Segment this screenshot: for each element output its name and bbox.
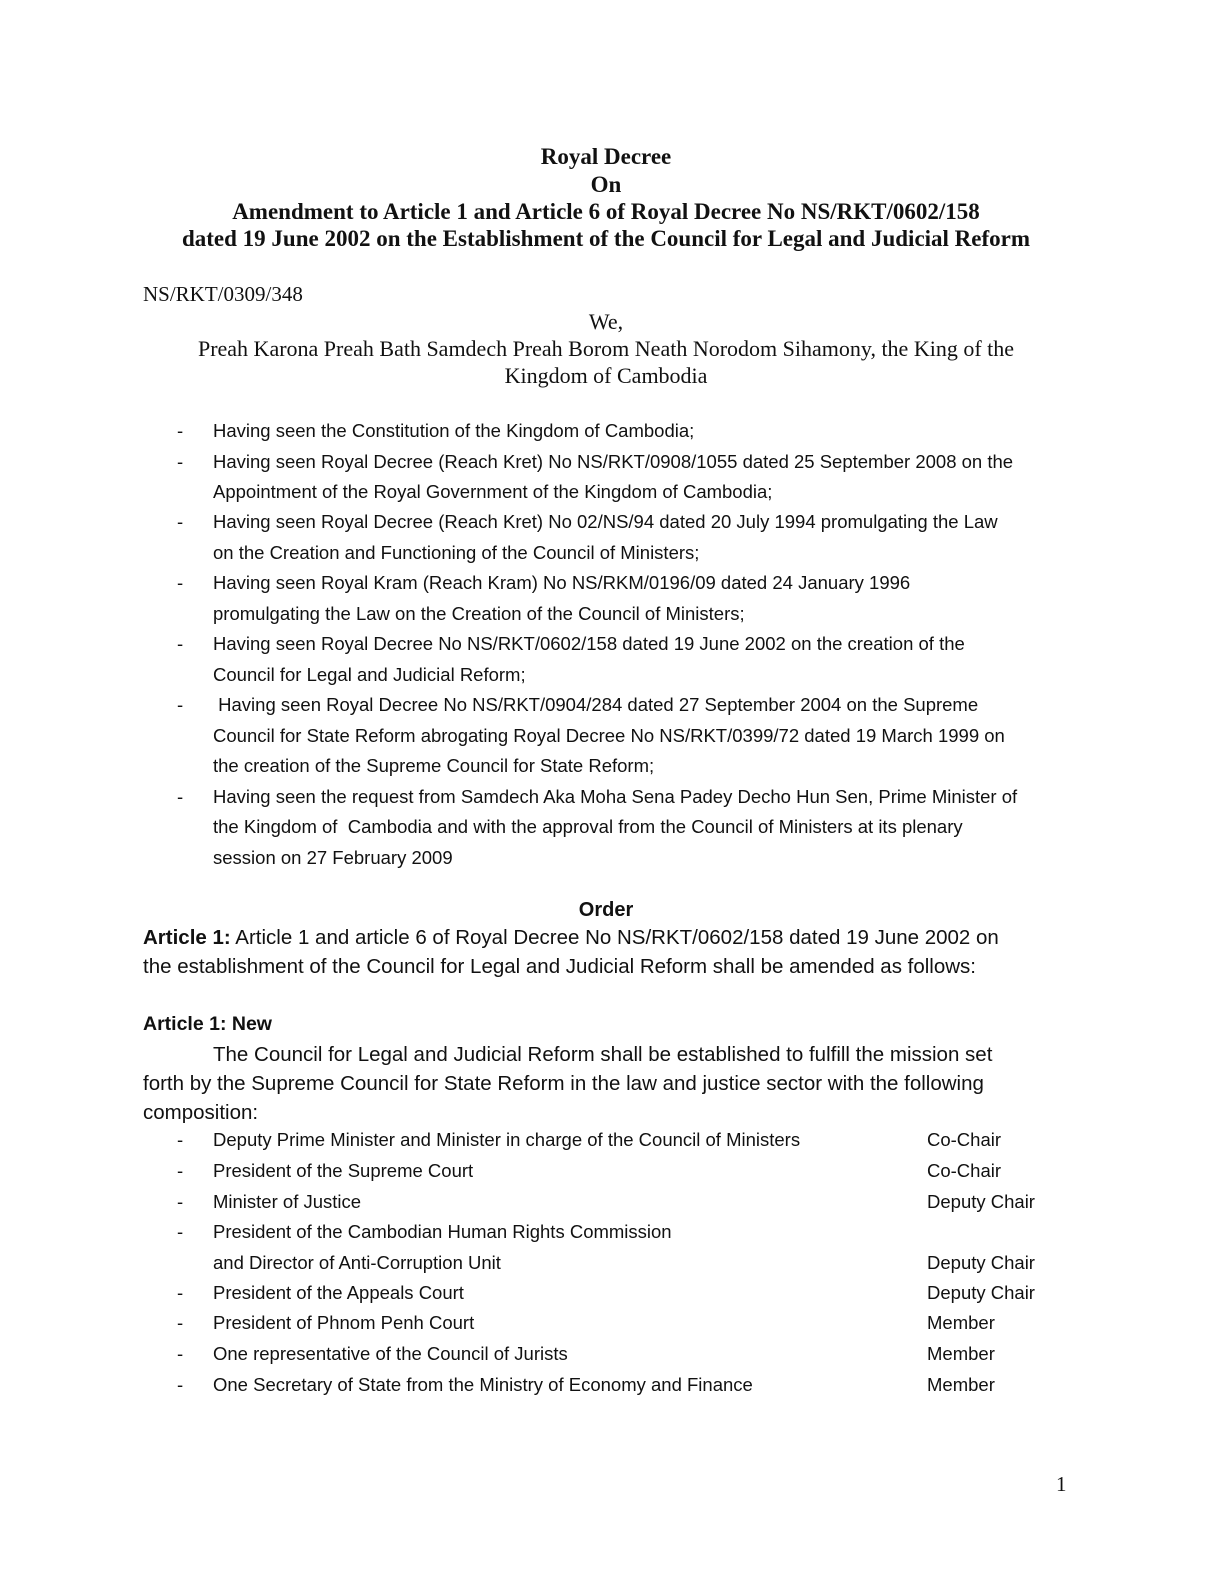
- bullet-marker: -: [177, 511, 184, 532]
- composition-member: President of the Appeals Court: [213, 1282, 464, 1303]
- bullet-marker: -: [177, 1129, 184, 1150]
- bullet-marker: -: [177, 1374, 184, 1395]
- composition-role: Co-Chair: [927, 1160, 1002, 1181]
- composition-member: and Director of Anti-Corruption Unit: [213, 1252, 501, 1273]
- composition-role: Deputy Chair: [927, 1191, 1035, 1212]
- bullet-marker: -: [177, 633, 184, 654]
- having-seen-line: on the Creation and Functioning of the Council of Ministers;: [213, 542, 700, 563]
- king-line-2: Kingdom of Cambodia: [504, 363, 708, 388]
- bullet-marker: -: [177, 1282, 184, 1303]
- bullet-marker: -: [177, 572, 184, 593]
- article-1-new-line-3: composition:: [143, 1101, 259, 1124]
- bullet-marker: -: [177, 451, 184, 472]
- having-seen-line: Having seen Royal Kram (Reach Kram) No NS/RKM/0196/09 dated 24 January 1996: [213, 572, 911, 593]
- having-seen-line: the Kingdom of Cambodia and with the approval from the Council of Ministers at its plenary: [213, 816, 963, 837]
- composition-member: President of the Supreme Court: [213, 1160, 474, 1181]
- bullet-marker: -: [177, 1343, 184, 1364]
- bullet-marker: -: [177, 1191, 184, 1212]
- article-1-new-line-2: forth by the Supreme Council for State Reform in the law and justice sector with the following: [143, 1072, 984, 1095]
- title-line-4: dated 19 June 2002 on the Establishment of the Council for Legal and Judicial Reform: [181, 226, 1031, 251]
- title-line-3: Amendment to Article 1 and Article 6 of Royal Decree No NS/RKT/0602/158: [232, 199, 980, 224]
- king-line-1: Preah Karona Preah Bath Samdech Preah Borom Neath Norodom Sihamony, the King of the: [197, 336, 1015, 361]
- article-1-new-line-1: The Council for Legal and Judicial Reform shall be established to fulfill the mission set: [213, 1043, 993, 1066]
- title-line-1: Royal Decree: [540, 144, 672, 169]
- decree-number: NS/RKT/0309/348: [143, 282, 303, 306]
- bullet-marker: -: [177, 1221, 184, 1242]
- order-heading: Order: [578, 899, 634, 921]
- composition-member: President of the Cambodian Human Rights Commission: [213, 1221, 672, 1242]
- composition-member: President of Phnom Penh Court: [213, 1312, 475, 1333]
- composition-role: Deputy Chair: [927, 1282, 1035, 1303]
- having-seen-line: Appointment of the Royal Government of the Kingdom of Cambodia;: [213, 481, 773, 502]
- having-seen-line: session on 27 February 2009: [213, 847, 453, 868]
- having-seen-line: Having seen the Constitution of the Kingdom of Cambodia;: [213, 420, 695, 441]
- preamble-we: We,: [588, 309, 624, 334]
- article-1-text: Article 1 and article 6 of Royal Decree No NS/RKT/0602/158 dated 19 June 2002 on: [230, 926, 999, 949]
- bullet-marker: -: [177, 694, 184, 715]
- article-1-paragraph: [143, 923, 1073, 952]
- having-seen-line: Having seen Royal Decree (Reach Kret) No 02/NS/94 dated 20 July 1994 promulgating the Law: [213, 511, 998, 532]
- composition-member: Minister of Justice: [213, 1191, 362, 1212]
- having-seen-line: Having seen Royal Decree No NS/RKT/0904/284 dated 27 September 2004 on the Supreme: [213, 694, 979, 715]
- having-seen-line: Having seen Royal Decree (Reach Kret) No NS/RKT/0908/1055 dated 25 September 2008 on the: [213, 451, 1014, 472]
- bullet-marker: -: [177, 1160, 184, 1181]
- having-seen-line: Having seen the request from Samdech Aka Moha Sena Padey Decho Hun Sen, Prime Minister of: [213, 786, 1018, 807]
- bullet-marker: -: [177, 786, 184, 807]
- having-seen-line: Council for State Reform abrogating Royal Decree No NS/RKT/0399/72 dated 19 March 1999 on: [213, 725, 1005, 746]
- page-number: 1: [1056, 1472, 1067, 1496]
- having-seen-line: Council for Legal and Judicial Reform;: [213, 664, 526, 685]
- composition-role: Co-Chair: [927, 1129, 1002, 1150]
- having-seen-line: Having seen Royal Decree No NS/RKT/0602/158 dated 19 June 2002 on the creation of the: [213, 633, 965, 654]
- composition-role: Member: [927, 1374, 995, 1395]
- composition-member: One representative of the Council of Jurists: [213, 1343, 568, 1364]
- composition-role: Deputy Chair: [927, 1252, 1035, 1273]
- bullet-marker: -: [177, 1312, 184, 1333]
- composition-role: Member: [927, 1312, 995, 1333]
- title-line-2: On: [590, 172, 622, 197]
- article-1-text-line-2: the establishment of the Council for Legal and Judicial Reform shall be amended as follows:: [143, 955, 976, 978]
- having-seen-line: promulgating the Law on the Creation of the Council of Ministers;: [213, 603, 745, 624]
- having-seen-line: the creation of the Supreme Council for State Reform;: [213, 755, 655, 776]
- article-1-label: Article 1:: [143, 926, 231, 949]
- composition-member: One Secretary of State from the Ministry of Economy and Finance: [213, 1374, 753, 1395]
- composition-member: Deputy Prime Minister and Minister in charge of the Council of Ministers: [213, 1129, 801, 1150]
- bullet-marker: -: [177, 420, 184, 441]
- composition-role: Member: [927, 1343, 995, 1364]
- article-1-new-heading: Article 1: New: [143, 1013, 272, 1035]
